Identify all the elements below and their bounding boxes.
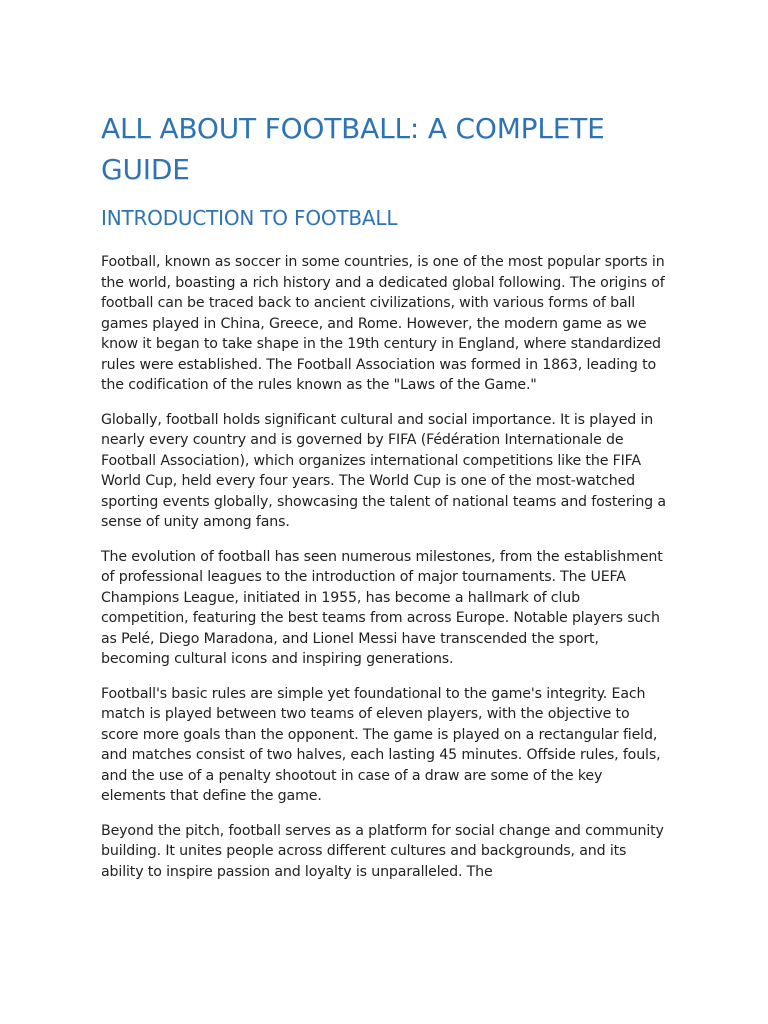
paragraph: Football, known as soccer in some countries, is one of the most popular sports in the world, boasting a rich history and a dedicated global following. The origins of football can be traced back to ancient civilizations, with various forms of ball games played in China, Greece, and Rome. However, the modern game as we know it began to take shape in the 19th century in England, where standardized rules were established. The Football Association was formed in 1863, leading to the codification of the rules known as the "Laws of the Game." [101, 254, 665, 393]
paragraph: Beyond the pitch, football serves as a platform for social change and community building. It unites people across different cultures and backgrounds, and its ability to inspire passion and loyalty is unparalleled. The [101, 822, 664, 880]
document-page [101, 108, 669, 896]
paragraph: Globally, football holds significant cultural and social importance. It is played in nearly every country and is governed by FIFA (Fédération Internationale de Football Association), which organizes international competitions like the FIFA World Cup, held every four years. The World Cup is one of the most-watched sporting events globally, showcasing the talent of national teams and fostering a sense of unity among fans. [101, 411, 666, 530]
paragraph: Football's basic rules are simple yet foundational to the game's integrity. Each match is played between two teams of eleven players, with the objective to score more goals than the opponent. The game is played on a rectangular field, and matches consist of two halves, each lasting 45 minutes. Offside rules, fouls, and the use of a penalty shootout in case of a draw are some of the key elements that define the game. [101, 685, 661, 804]
document-title: ALL ABOUT FOOTBALL: A COMPLETE GUIDE [101, 112, 605, 186]
section-heading: INTRODUCTION TO FOOTBALL [101, 206, 398, 230]
paragraph: The evolution of football has seen numerous milestones, from the establishment of professional leagues to the introduction of major tournaments. The UEFA Champions League, initiated in 1955, has become a hallmark of club competition, featuring the best teams from across Europe. Notable players such as Pelé, Diego Maradona, and Lionel Messi have transcended the sport, becoming cultural icons and inspiring generations. [101, 548, 663, 667]
